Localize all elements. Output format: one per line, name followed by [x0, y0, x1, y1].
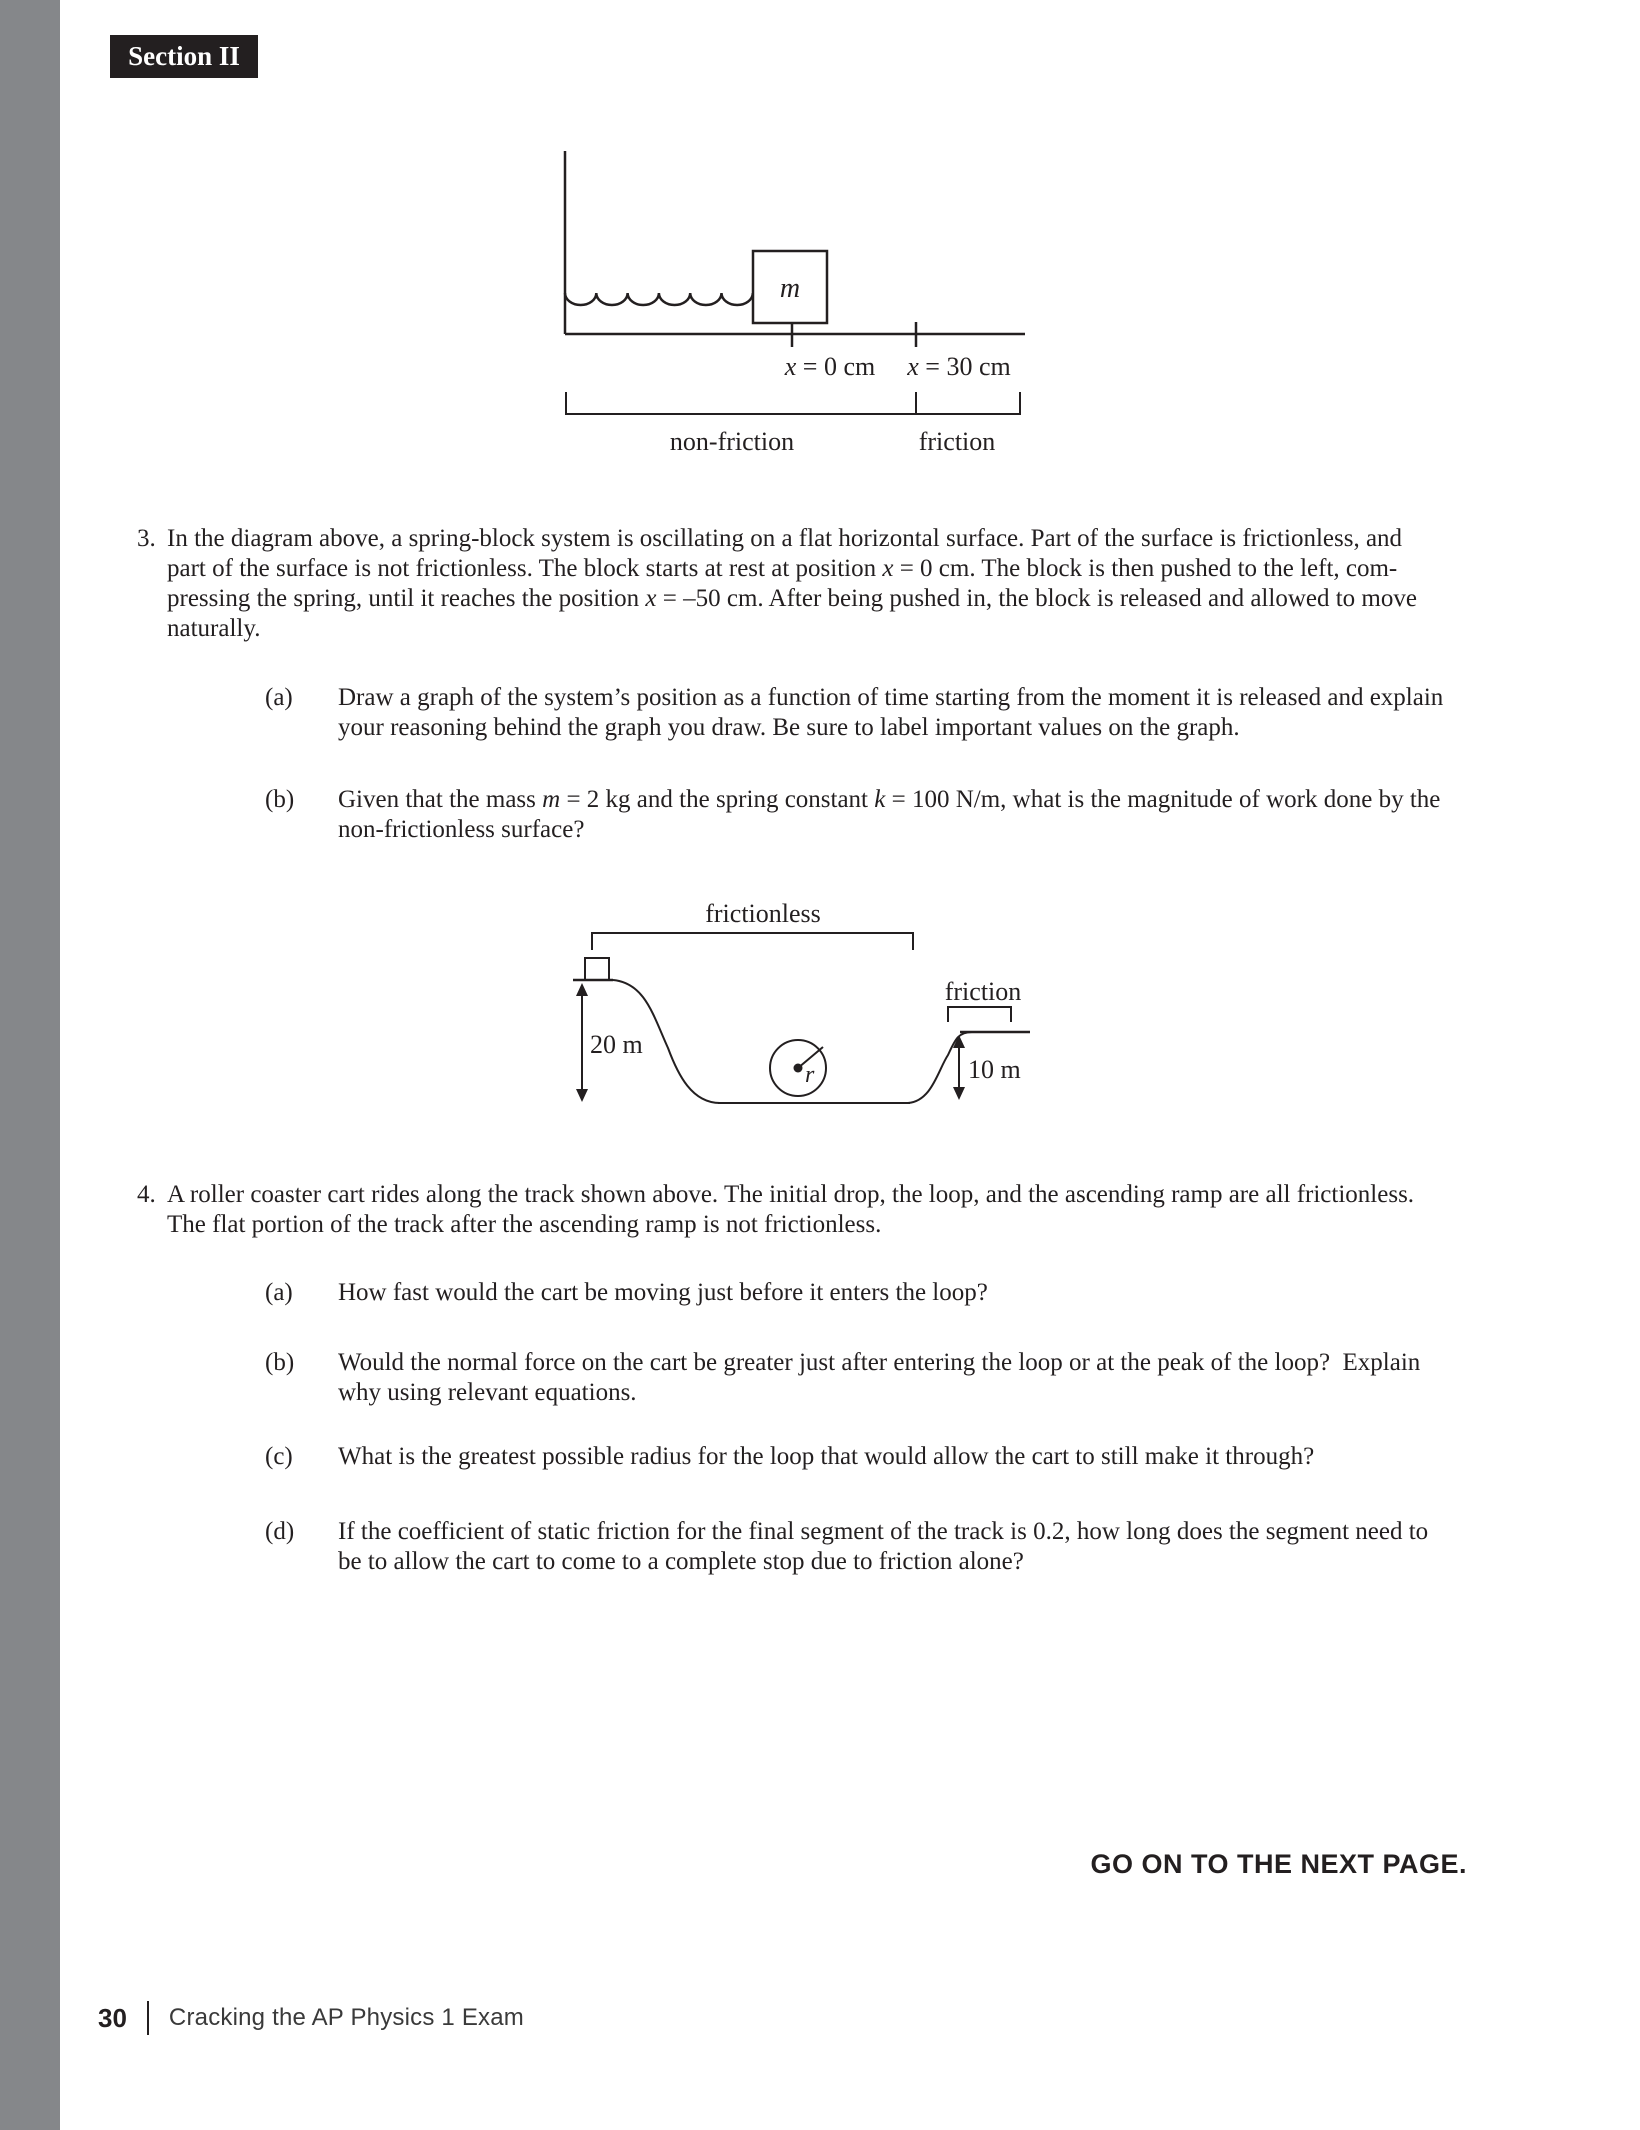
question-3-line: naturally.: [167, 615, 261, 642]
x0-label: x = 0 cm: [784, 352, 876, 381]
part-text: [338, 1517, 1428, 1577]
height-label-right: 10 m: [968, 1055, 1021, 1084]
arrowhead-up-icon: [576, 983, 588, 996]
question-4-part-c: [265, 1442, 1314, 1472]
non-friction-label: non-friction: [669, 427, 795, 456]
spring-coil: [565, 293, 753, 305]
part-text: [338, 1278, 988, 1308]
mass-label: m: [779, 273, 801, 304]
part-line: How fast would the cart be moving just before it enters the loop?: [338, 1279, 988, 1306]
question-4-text: [167, 1180, 1414, 1240]
page-footer: [98, 1998, 524, 2038]
question-3-number: 3.: [137, 525, 156, 552]
question-3-line: In the diagram above, a spring-block system is oscillating on a flat horizontal surface. Part of the surface is frictionless, and: [167, 525, 1403, 552]
part-line: What is the greatest possible radius for the loop that would allow the cart to still make it through?: [338, 1443, 1315, 1470]
question-3-part-a: [265, 683, 1443, 743]
question-4-number: 4.: [137, 1181, 156, 1208]
x30-label: x = 30 cm: [907, 352, 1011, 381]
section-badge-label: Section II: [128, 41, 240, 71]
part-text: [338, 683, 1443, 743]
part-text: [338, 785, 1440, 845]
part-label: (a): [265, 684, 293, 711]
height-label-left: 20 m: [590, 1030, 643, 1059]
question-4-line: The flat portion of the track after the ascending ramp is not frictionless.: [167, 1211, 882, 1238]
part-label: (d): [265, 1518, 295, 1545]
part-text: [338, 1348, 1420, 1408]
question-4: [137, 1180, 1414, 1240]
part-label: (c): [265, 1443, 293, 1470]
question-4-line: A roller coaster cart rides along the track shown above. The initial drop, the loop, and the ascending ramp are all frictionless.: [167, 1181, 1415, 1208]
part-line: Would the normal force on the cart be greater just after entering the loop or at the peak of the loop? Explain: [338, 1349, 1421, 1376]
question-4-part-b: [265, 1348, 1420, 1408]
question-3-text: [167, 524, 1417, 644]
part-label: (a): [265, 1279, 293, 1306]
question-4-part-a: [265, 1278, 988, 1308]
part-text: [338, 1442, 1314, 1472]
section-badge: [110, 35, 258, 78]
part-line: non-frictionless surface?: [338, 816, 585, 843]
friction-bracket: [948, 1007, 1011, 1022]
part-line: your reasoning behind the graph you draw. Be sure to label important values on the graph.: [338, 714, 1240, 741]
ruler-bracket: [566, 392, 1020, 414]
question-3: [137, 524, 1417, 644]
arrowhead-down-icon: [953, 1087, 965, 1100]
left-margin-bar: [0, 0, 60, 2130]
part-line: Draw a graph of the system’s position as a function of time starting from the moment it is released and explain: [338, 684, 1444, 711]
part-line: be to allow the cart to come to a complete stop due to friction alone?: [338, 1548, 1024, 1575]
part-line: If the coefficient of static friction for the final segment of the track is 0.2, how long does the segment need to: [338, 1518, 1429, 1545]
cart-block: [585, 958, 609, 980]
frictionless-bracket: [592, 933, 913, 950]
arrowhead-down-icon: [576, 1089, 588, 1102]
question-3-line: part of the surface is not frictionless. The block starts at rest at position x = 0 cm. The block is then pushed to the left, com-: [167, 555, 1398, 582]
book-title: Cracking the AP Physics 1 Exam: [168, 2004, 524, 2031]
part-label: (b): [265, 786, 295, 813]
go-on-text: GO ON TO THE NEXT PAGE.: [1090, 1849, 1467, 1879]
coaster-diagram: [560, 890, 1050, 1125]
part-line: why using relevant equations.: [338, 1379, 637, 1406]
radius-label: r: [805, 1062, 815, 1088]
part-label: (b): [265, 1349, 295, 1376]
page-number: 30: [98, 2002, 127, 2033]
question-3-line: pressing the spring, until it reaches the position x = –50 cm. After being pushed in, the block is released and allowed to move: [167, 585, 1417, 612]
question-4-part-d: [265, 1517, 1428, 1577]
friction-label: friction: [918, 427, 996, 456]
frictionless-label: frictionless: [705, 899, 821, 928]
friction-label-right: friction: [944, 977, 1022, 1006]
footer-separator: [147, 2001, 149, 2035]
spring-diagram: [540, 140, 1060, 460]
part-line: Given that the mass m = 2 kg and the spring constant k = 100 N/m, what is the magnitude of work done by the: [338, 786, 1441, 813]
question-3-part-b: [265, 785, 1440, 845]
